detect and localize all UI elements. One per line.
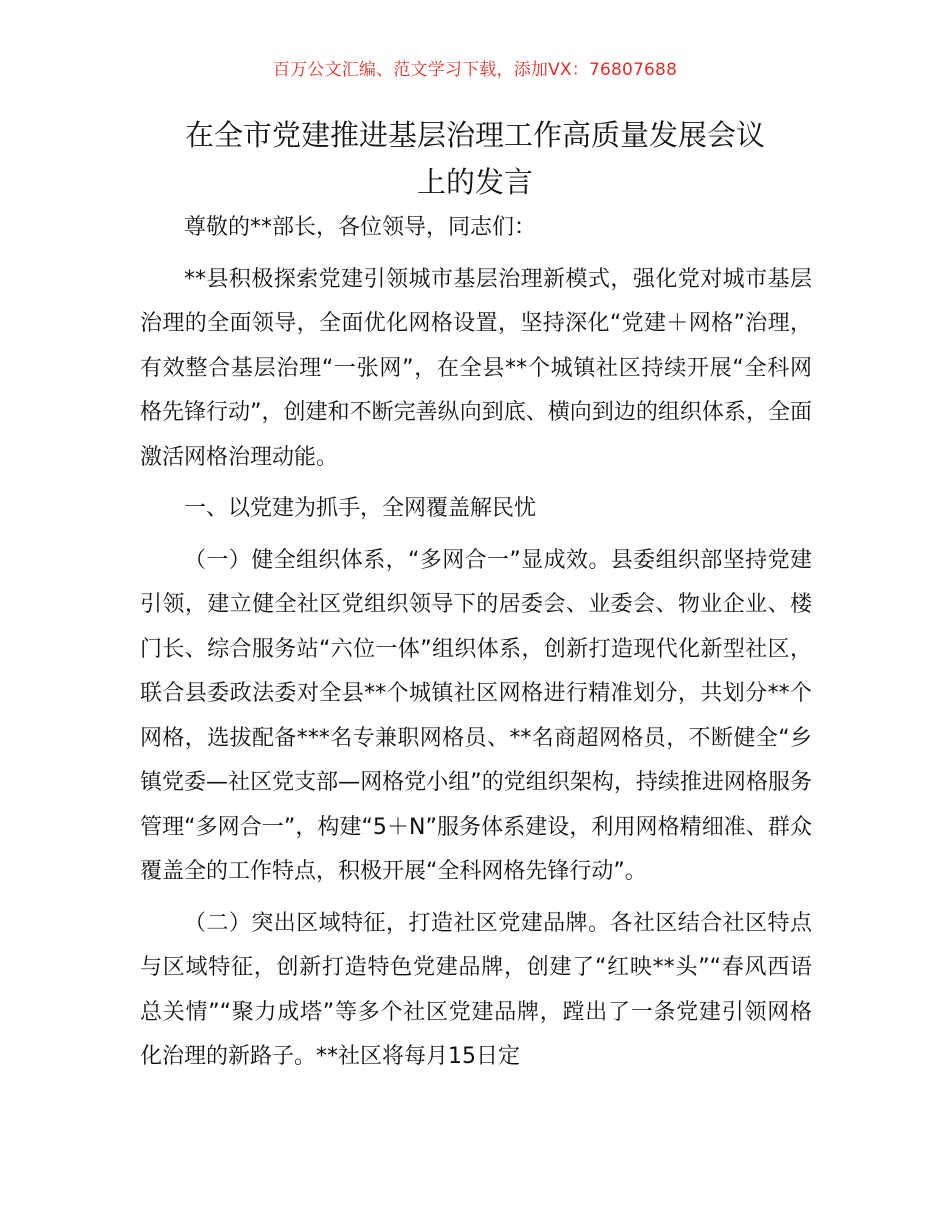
header-watermark-note: 百万公文汇编、范文学习下载，添加VX：76807688 xyxy=(272,60,678,80)
paragraph-intro: **县积极探索党建引领城市基层治理新模式，强化党对城市基层治理的全面领导，全面优化网格设置，坚持深化“党建＋网格”治理，有效整合基层治理“一张网”，在全县**个城镇社区持续开展“全科网格先锋行动”，创建和不断完善纵向到底、横向到边的组织体系，全面激活网格治理动能。 xyxy=(140,266,812,470)
paragraph-section-1-2: （二）突出区域特征，打造社区党建品牌。各社区结合社区特点与区域特征，创新打造特色党建品牌，创建了“红映**头”“春风西语总关情”“聚力成塔”等多个社区党建品牌，蹚出了一条党建引领网格化治理的新路子。**社区将每月15日定 xyxy=(140,910,812,1069)
title-line-2: 上的发言 xyxy=(416,165,533,199)
title-line-1: 在全市党建推进基层治理工作高质量发展会议 xyxy=(184,118,765,152)
page-title xyxy=(120,112,830,206)
section-heading-1: 一、以党建为抓手，全网覆盖解民忧 xyxy=(184,496,537,521)
document-body xyxy=(140,206,812,1087)
paragraph-section-1-1: （一）健全组织体系，“多网合一”显成效。县委组织部坚持党建引领，建立健全社区党组织领导下的居委会、业委会、物业企业、楼门长、综合服务站“六位一体”组织体系，创新打造现代化新型社区，联合县委政法委对全县**个城镇社区网格进行精准划分，共划分**个网格，选拔配备***名专兼职网格员、**名商超网格员，不断健全“乡镇党委—社区党支部—网格党小组”的党组织架构，持续推进网格服务管理“多网合一”，构建“5＋N”服务体系建设，利用网格精细准、群众覆盖全的工作特点，积极开展“全科网格先锋行动”。 xyxy=(140,547,812,884)
salutation: 尊敬的**部长，各位领导，同志们： xyxy=(184,215,537,240)
